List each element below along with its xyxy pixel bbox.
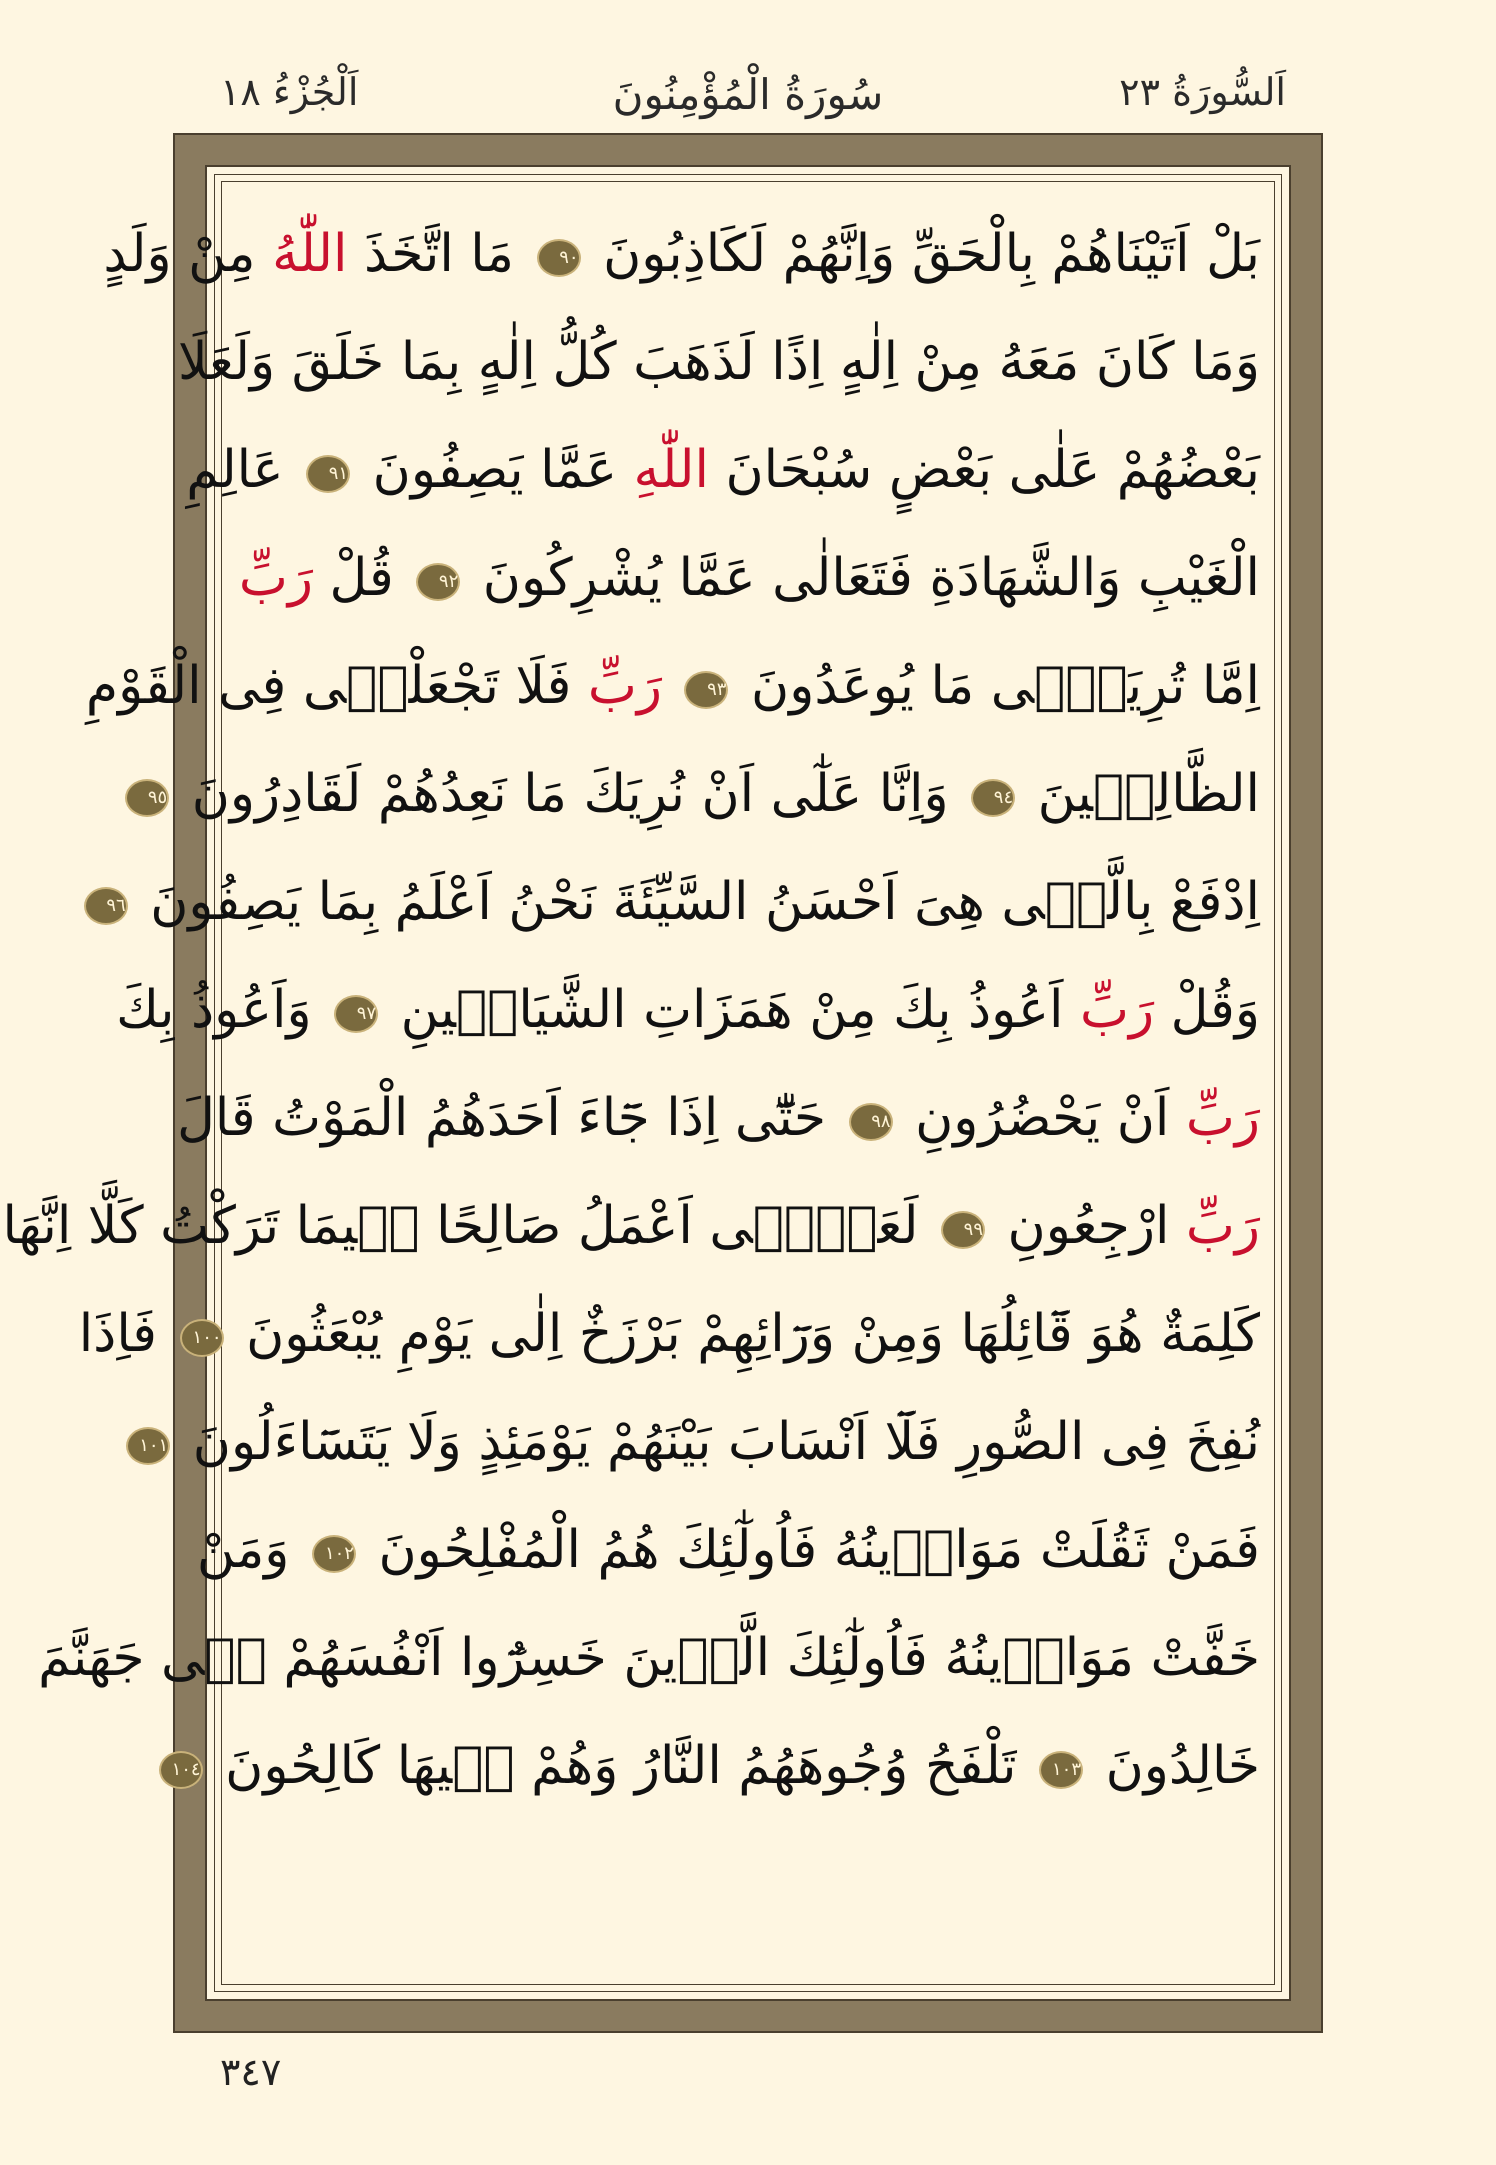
divine-name: اللّٰهُ <box>272 224 348 284</box>
verse-text: وَاَعُوذُ بِكَ <box>116 980 312 1040</box>
verse-text: مِنْ وَلَدٍ <box>103 224 256 284</box>
surah-name-header: سُورَةُ الْمُؤْمِنُونَ <box>612 70 884 119</box>
verse-text: وَقُلْ <box>1170 980 1260 1040</box>
verse-text: الْغَيْبِ وَالشَّهَادَةِ فَتَعَالٰى عَمَّا يُشْرِكُونَ <box>482 548 1260 608</box>
ayah-number-marker: ٩٤ <box>971 779 1015 817</box>
verse-text: وَمَنْ <box>196 1520 290 1580</box>
text-line <box>178 308 1260 416</box>
divine-name-rabb: رَبِّ <box>587 656 662 716</box>
verse-text: قُلْ <box>329 548 394 608</box>
text-line <box>103 200 1260 308</box>
verse-text: فَمَنْ ثَقُلَتْ مَوَازٖينُهُ فَاُولٰٓئِكَ هُمُ الْمُفْلِحُونَ <box>378 1520 1260 1580</box>
verse-text: اِدْفَعْ بِالَّتٖى هِىَ اَحْسَنُ السَّيِّئَةَ نَحْنُ اَعْلَمُ بِمَا يَصِفُونَ <box>150 872 1260 932</box>
verse-text: بَعْضُهُمْ عَلٰى بَعْضٍ سُبْحَانَ <box>725 440 1260 500</box>
verse-text: ارْجِعُونِ <box>1007 1196 1170 1256</box>
verse-text: نُفِخَ فِى الصُّورِ فَلَٓا اَنْسَابَ بَيْنَهُمْ يَوْمَئِذٍ وَلَا يَتَسَٓاءَلُونَ <box>192 1412 1260 1472</box>
ayah-number-marker: ٩٢ <box>416 563 460 601</box>
text-line <box>171 1712 1260 1820</box>
quran-text <box>2 200 1260 1820</box>
divine-name-rabb: رَبِّ <box>238 548 313 608</box>
text-line <box>139 1388 1260 1496</box>
text-line <box>85 632 1260 740</box>
juz-header: اَلْجُزْءُ ١٨ <box>220 70 359 114</box>
verse-text: اَنْ يَحْضُرُونِ <box>915 1088 1170 1148</box>
verse-text: عَمَّا يَصِفُونَ <box>372 440 618 500</box>
ayah-number-marker: ٩٦ <box>84 887 128 925</box>
ayah-number-marker: ١٠٣ <box>1039 1751 1083 1789</box>
verse-text: حَتّٰٓى اِذَا جَٓاءَ اَحَدَهُمُ الْمَوْتُ قَالَ <box>177 1088 827 1148</box>
divine-name-rabb: رَبِّ <box>1080 980 1155 1040</box>
ayah-number-marker: ٩٨ <box>849 1103 893 1141</box>
ayah-number-marker: ١٠٢ <box>312 1535 356 1573</box>
verse-text: اَعُوذُ بِكَ مِنْ هَمَزَاتِ الشَّيَاطٖينِ <box>400 980 1064 1040</box>
text-line <box>147 740 1260 848</box>
verse-text: فَاِذَا <box>78 1304 158 1364</box>
ayah-number-marker: ١٠٤ <box>159 1751 203 1789</box>
ayah-number-marker: ٩٣ <box>684 671 728 709</box>
verse-text: تَلْفَحُ وُجُوهَهُمُ النَّارُ وَهُمْ فٖيهَا كَالِحُونَ <box>225 1736 1017 1796</box>
ayah-number-marker: ٩٥ <box>125 779 169 817</box>
divine-name-rabb: رَبِّ <box>1185 1088 1260 1148</box>
verse-text: وَمَا كَانَ مَعَهُ مِنْ اِلٰهٍ اِذًا لَذَهَبَ كُلُّ اِلٰهٍ بِمَا خَلَقَ وَلَعَلَا <box>178 332 1260 392</box>
verse-text: الظَّالِمٖينَ <box>1037 764 1260 824</box>
verse-text: مَا اتَّخَذَ <box>363 224 514 284</box>
ayah-number-marker: ٩٩ <box>941 1211 985 1249</box>
verse-text: وَاِنَّا عَلٰٓى اَنْ نُرِيَكَ مَا نَعِدُهُمْ لَقَادِرُونَ <box>191 764 949 824</box>
verse-text: خَفَّتْ مَوَازٖينُهُ فَاُولٰٓئِكَ الَّذٖينَ خَسِرُٓوا اَنْفُسَهُمْ فٖى جَهَنَّمَ <box>38 1628 1260 1688</box>
verse-text: اِمَّا تُرِيَنّٖى مَا يُوعَدُونَ <box>751 656 1260 716</box>
ayah-number-marker: ٩٧ <box>334 995 378 1033</box>
verse-text: بَلْ اَتَيْنَاهُمْ بِالْحَقِّ وَاِنَّهُمْ لَكَاذِبُونَ <box>603 224 1260 284</box>
ayah-number-marker: ١٠٠ <box>180 1319 224 1357</box>
text-line <box>78 1280 1260 1388</box>
verse-text: فَلَا تَجْعَلْنٖى فِى الْقَوْمِ <box>85 656 572 716</box>
verse-text: خَالِدُونَ <box>1105 1736 1260 1796</box>
verse-text: كَلِمَةٌ هُوَ قَٓائِلُهَا وَمِنْ وَرَٓائِهِمْ بَرْزَخٌ اِلٰى يَوْمِ يُبْعَثُونَ <box>246 1304 1260 1364</box>
text-line <box>38 1604 1260 1712</box>
text-line <box>196 1496 1260 1604</box>
verse-text: عَالِمِ <box>186 440 284 500</box>
page-number: ٣٤٧ <box>220 2050 282 2094</box>
divine-name: اللّٰهِ <box>633 440 709 500</box>
surah-number-header: اَلسُّورَةُ ٢٣ <box>1119 70 1286 114</box>
ayah-number-marker: ٩١ <box>306 455 350 493</box>
text-line <box>106 848 1260 956</box>
verse-text: لَعَلّٖٓى اَعْمَلُ صَالِحًا فٖيمَا تَرَكْتُ كَلَّا اِنَّهَا <box>2 1196 919 1256</box>
ayah-number-marker: ١٠١ <box>126 1427 170 1465</box>
text-line <box>116 956 1260 1064</box>
text-line <box>177 1064 1260 1172</box>
text-line <box>2 1172 1260 1280</box>
text-line <box>186 416 1260 524</box>
text-line <box>240 524 1260 632</box>
ayah-number-marker: ٩٠ <box>537 239 581 277</box>
divine-name-rabb: رَبِّ <box>1185 1196 1260 1256</box>
